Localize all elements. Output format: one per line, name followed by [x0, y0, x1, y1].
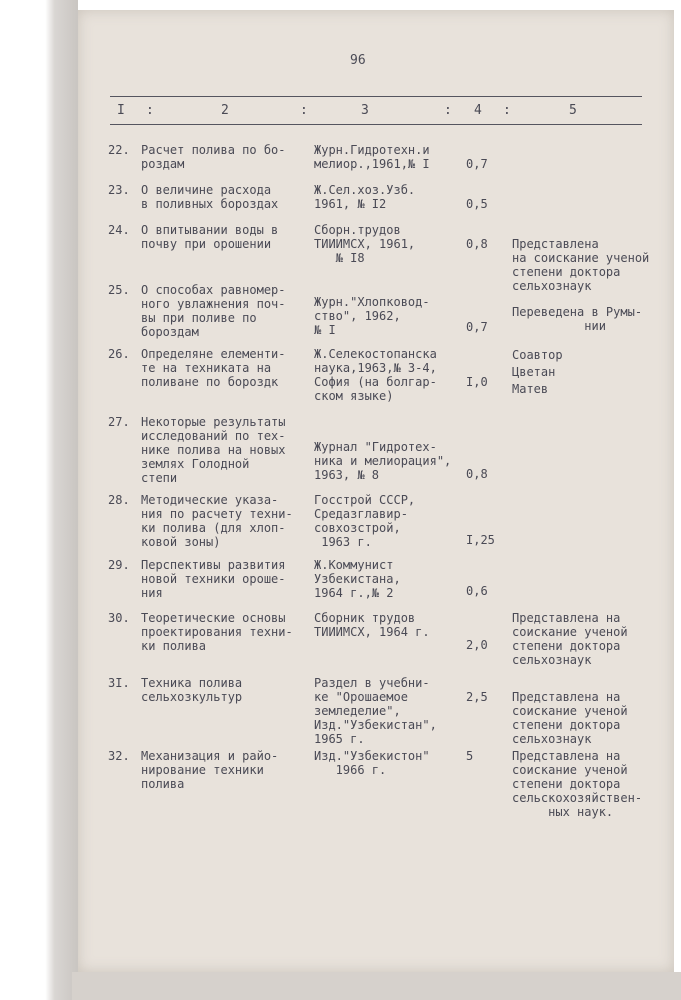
entry-title: Техника полива сельхозкультур — [141, 676, 243, 704]
column-separator: : — [444, 103, 452, 118]
entry-note: Представлена на соискание ученой степени доктора сельскохозяйствен- ных наук. — [512, 749, 643, 819]
entry-number: 28. — [108, 493, 130, 507]
entry-volume: 0,8 — [466, 467, 488, 481]
entry-title: Механизация и райо- нирование техники полива — [141, 749, 279, 791]
entry-note: Представлена на соискание ученой степени доктора сельхознаук — [512, 611, 628, 667]
page-edge — [72, 972, 681, 1000]
column-header-2: 2 — [221, 103, 229, 118]
column-header-5: 5 — [569, 103, 577, 118]
entry-volume: 2,0 — [466, 638, 488, 652]
entry-volume: I,25 — [466, 533, 495, 547]
entry-publication: Сборник трудов ТИИИМСХ, 1964 г. — [314, 611, 430, 639]
column-separator: : — [146, 103, 154, 118]
entry-title: Перспективы развития новой техники ороше- ния — [141, 558, 286, 600]
entry-publication: Ж.Сел.хоз.Узб. 1961, № I2 — [314, 183, 416, 211]
entry-title: О впитывании воды в почву при орошении — [141, 223, 279, 251]
entry-publication: Журн."Хлопковод- ство", 1962, № I — [314, 295, 430, 337]
entry-publication: Госстрой СССР, Средазглавир- совхозстрой, 1963 г. — [314, 493, 416, 549]
entry-number: 24. — [108, 223, 130, 237]
entry-volume: 0,7 — [466, 157, 488, 171]
entry-title: Определяне елементи- те на техниката на поливане по бороздк — [141, 347, 286, 389]
entry-note: Соавтор Цветан Матев — [512, 348, 563, 396]
entry-publication: Журн.Гидротехн.и мелиор.,1961,№ I — [314, 143, 430, 171]
entry-number: 32. — [108, 749, 130, 763]
entry-volume: 2,5 — [466, 690, 488, 704]
entry-volume: 5 — [466, 749, 474, 763]
entry-title: Расчет полива по бо- роздам — [141, 143, 286, 171]
entry-title: Некоторые результаты исследований по тех- нике полива на новых землях Голодной степи — [141, 415, 286, 485]
page-shadow — [0, 0, 78, 1000]
entry-number: 30. — [108, 611, 130, 625]
column-separator: : — [300, 103, 308, 118]
entry-publication: Изд."Узбекистон" 1966 г. — [314, 749, 430, 777]
column-header-4: 4 — [474, 103, 482, 118]
entry-publication: Журнал "Гидротех- ника и мелиорация", 1963, № 8 — [314, 440, 452, 482]
entry-title: Теоретические основы проектирования техни- ки полива — [141, 611, 293, 653]
entry-number: 3I. — [108, 676, 130, 690]
page-number: 96 — [350, 53, 366, 68]
entry-volume: 0,6 — [466, 584, 488, 598]
entry-publication: Ж.Селекостопанска наука,1963,№ 3-4, София (на болгар- ском языке) — [314, 347, 437, 403]
entry-number: 23. — [108, 183, 130, 197]
entry-number: 25. — [108, 283, 130, 297]
entry-publication: Раздел в учебни- ке "Орошаемое земледелие", Изд."Узбекистан", 1965 г. — [314, 676, 437, 746]
entry-title: О величине расхода в поливных бороздах — [141, 183, 279, 211]
entry-title: О способах равномер- ного увлажнения поч- вы при поливе по бороздам — [141, 283, 286, 339]
entry-volume: 0,5 — [466, 197, 488, 211]
column-separator: : — [503, 103, 511, 118]
entry-volume: 0,7 — [466, 320, 488, 334]
entry-number: 26. — [108, 347, 130, 361]
entry-number: 29. — [108, 558, 130, 572]
entry-note: Переведена в Румы- нии — [512, 305, 643, 333]
entry-volume: 0,8 — [466, 237, 488, 251]
entry-note: Представлена на соискание ученой степени доктора сельхознаук — [512, 237, 650, 293]
entry-note: Представлена на соискание ученой степени доктора сельхознаук — [512, 690, 628, 746]
entry-volume: I,0 — [466, 375, 488, 389]
entry-title: Методические указа- ния по расчету техни- ки полива (для хлоп- ковой зоны) — [141, 493, 293, 549]
table-top-rule — [110, 96, 642, 97]
column-header-3: 3 — [361, 103, 369, 118]
entry-publication: Сборн.трудов ТИИИМСХ, 1961, № I8 — [314, 223, 416, 265]
entry-number: 22. — [108, 143, 130, 157]
table-header-rule — [110, 124, 642, 125]
entry-publication: Ж.Коммунист Узбекистана, 1964 г.,№ 2 — [314, 558, 401, 600]
column-header-1: I — [117, 103, 125, 118]
entry-number: 27. — [108, 415, 130, 429]
